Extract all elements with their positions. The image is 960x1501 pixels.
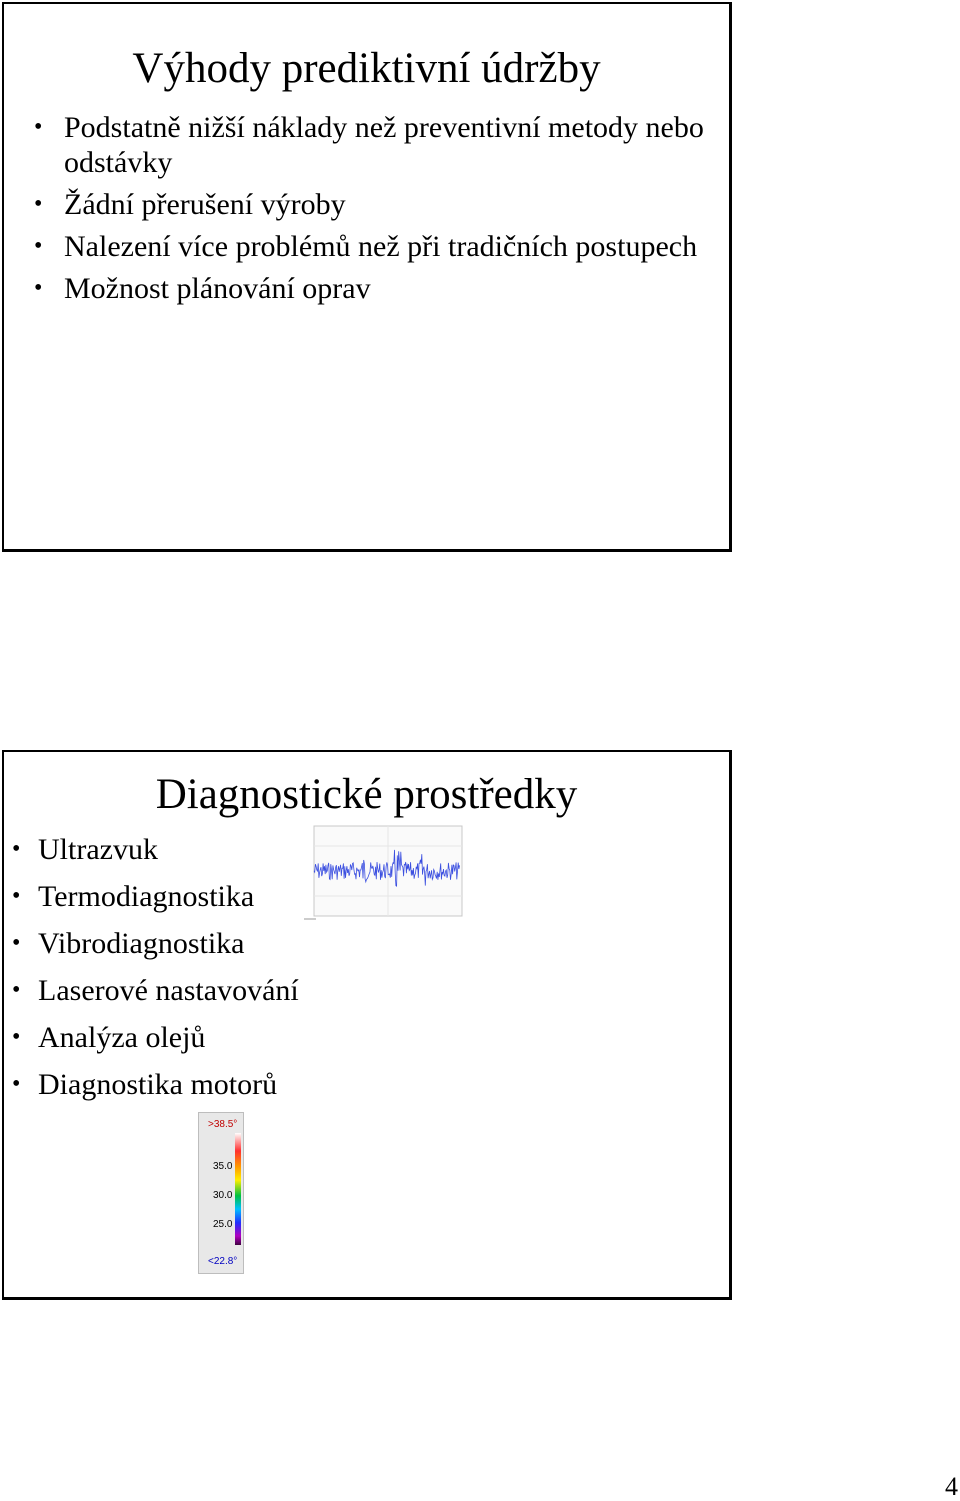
- bullet-item: • Diagnostika motorů: [38, 1067, 378, 1114]
- bullet-item: • Termodiagnostika: [38, 879, 378, 926]
- thermal-scale-tick: 25.0: [213, 1219, 233, 1230]
- thermal-gradient-bar: [235, 1133, 241, 1245]
- thermal-color-scale: [198, 1112, 244, 1274]
- thermal-scale-tick: 35.0: [213, 1161, 233, 1172]
- bullet-item: • Možnost plánování oprav: [64, 271, 704, 306]
- thermal-scale-max-label: >38.5°: [208, 1119, 238, 1130]
- slide-2: [2, 750, 732, 1300]
- thermal-scale-min-label: <22.8°: [208, 1256, 238, 1267]
- slide-1-title: Výhody prediktivní údržby: [132, 45, 601, 92]
- bullet-item: • Žádní přerušení výroby: [64, 187, 704, 222]
- slide-1-bullet-list: [64, 110, 704, 313]
- bullet-item: • Nalezení více problémů než při tradičních postupech: [64, 229, 704, 264]
- slide-2-title: Diagnostické prostředky: [155, 771, 578, 818]
- page-number: 4: [945, 1472, 958, 1501]
- bullet-item: • Vibrodiagnostika: [38, 926, 378, 973]
- thermal-scale-tick: 30.0: [213, 1190, 233, 1201]
- vibration-signal-plot: [302, 824, 464, 922]
- bullet-item: • Ultrazvuk: [38, 832, 378, 879]
- slide-1: [2, 2, 732, 552]
- bullet-item: • Laserové nastavování: [38, 973, 378, 1020]
- bullet-item: • Podstatně nižší náklady než preventivní metody nebo odstávky: [64, 110, 704, 180]
- bullet-item: • Analýza olejů: [38, 1020, 378, 1067]
